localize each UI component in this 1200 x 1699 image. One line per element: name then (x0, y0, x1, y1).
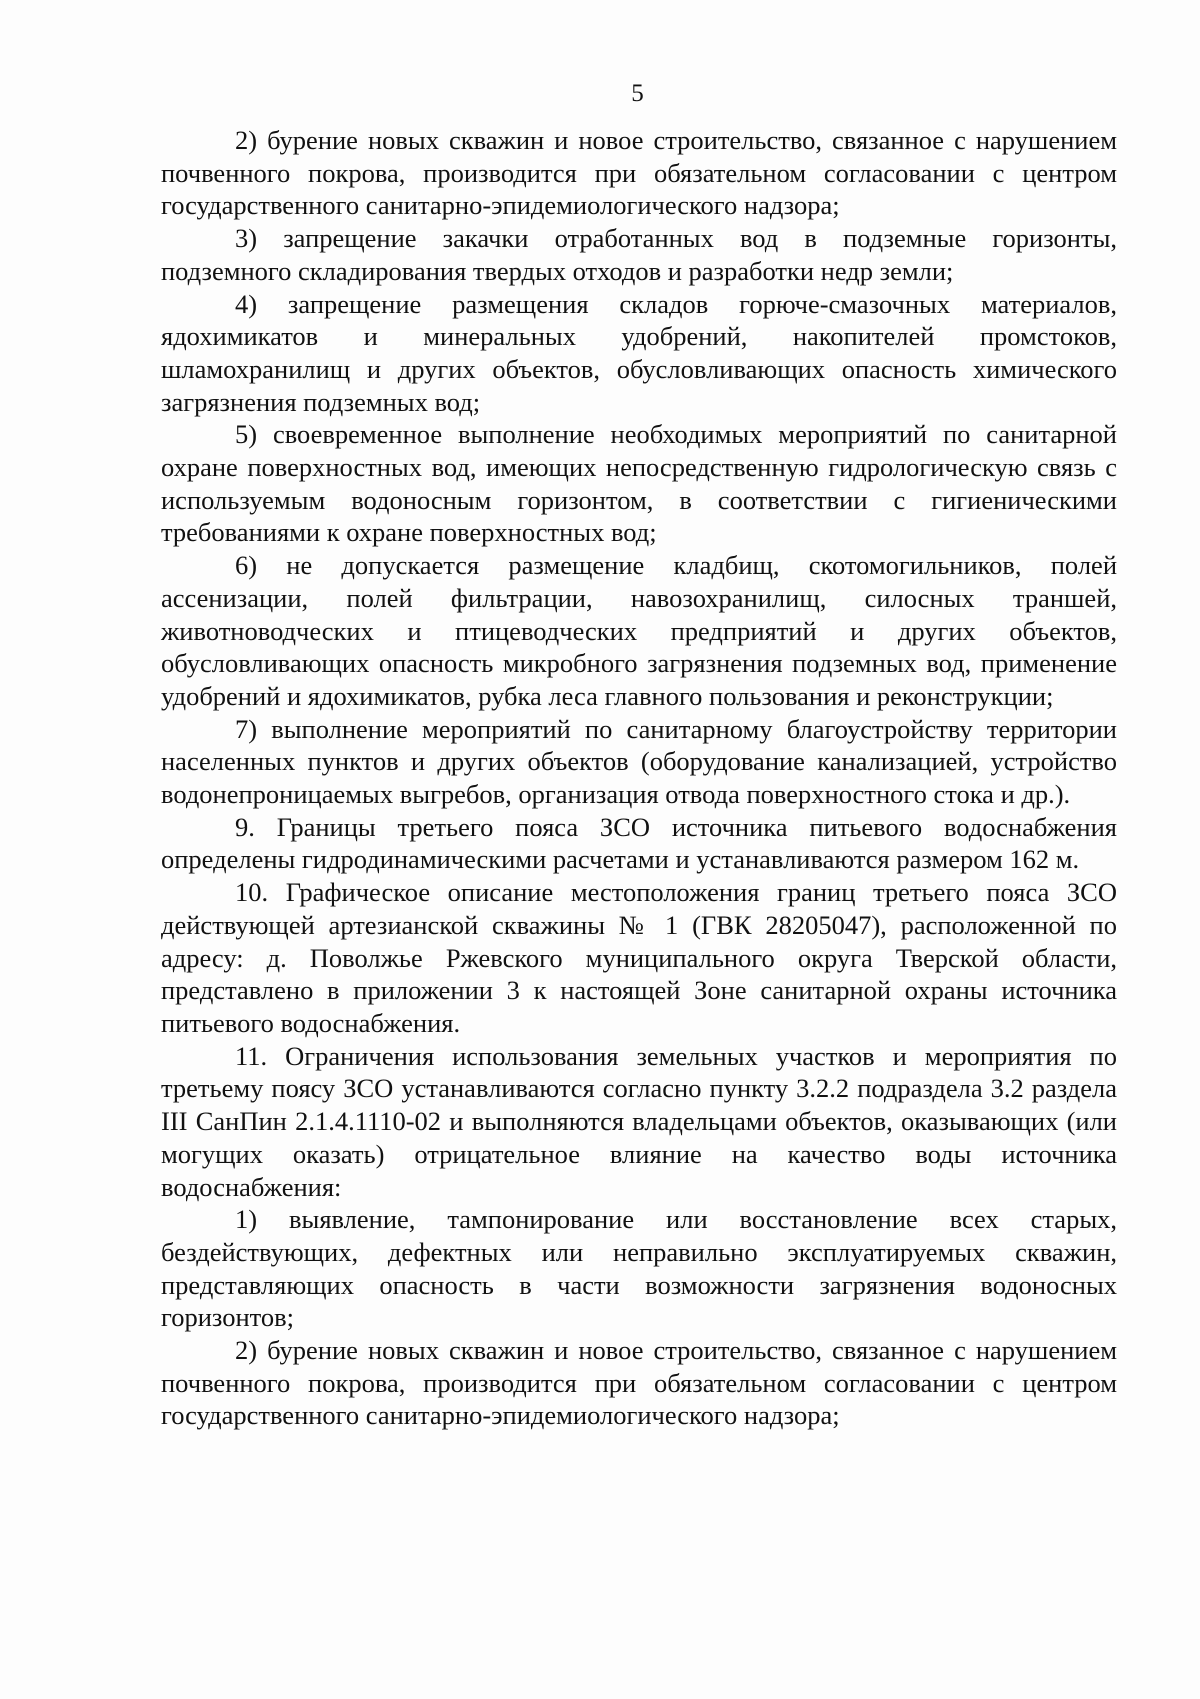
paragraph-item-2-drilling-repeat: 2) бурение новых скважин и новое строительство, связанное с нарушением почвенного покрова, производится при обязательном согласовании с центром государственного санитарно-эпидемиологического надзора; (161, 1335, 1117, 1431)
document-body (161, 124, 1117, 1432)
paragraph-item-6-prohibited-objects: 6) не допускается размещение кладбищ, скотомогильников, полей ассенизации, полей фильтрации, навозохранилищ, силосных траншей, животноводческих и птицеводческих предприятий и других объектов, обусловливающих опасность микробного загрязнения подземных вод, применение удобрений и ядохимикатов, рубка леса главного пользования и реконструкции; (161, 550, 1117, 711)
paragraph-item-5-surface-water: 5) своевременное выполнение необходимых мероприятий по санитарной охране поверхностных вод, имеющих непосредственную гидрологическую связь с используемым водоносным горизонтом, в соответствии с гигиеническими требованиями к охране поверхностных вод; (161, 419, 1117, 548)
page-number: 5 (631, 80, 644, 107)
paragraph-item-2-drilling: 2) бурение новых скважин и новое строительство, связанное с нарушением почвенного покрова, производится при обязательном согласовании с центром государственного санитарно-эпидемиологического надзора; (161, 125, 1117, 221)
paragraph-section-11-restrictions: 11. Ограничения использования земельных участков и мероприятия по третьему поясу ЗСО устанавливаются согласно пункту 3.2.2 подраздела 3.2 раздела III СанПин 2.1.4.1110-02 и выполняются владельцами объектов, оказывающих (или могущих оказать) отрицательное влияние на качество воды источника водоснабжения: (161, 1040, 1117, 1202)
paragraph-item-7-improvement: 7) выполнение мероприятий по санитарному благоустройству территории населенных пунктов и других объектов (оборудование канализацией, устройство водонепроницаемых выгребов, организация отвода поверхностного стока и др.). (161, 713, 1117, 810)
paragraph-item-3-injection-ban: 3) запрещение закачки отработанных вод в подземные горизонты, подземного складирования твердых отходов и разработки недр земли; (161, 223, 1117, 286)
paragraph-item-4-storage-ban: 4) запрещение размещения складов горюче-смазочных материалов, ядохимикатов и минеральных удобрений, накопителей промстоков, шламохранилищ и других объектов, обусловливающих опасность химического загрязнения подземных вод; (161, 288, 1117, 417)
paragraph-section-10-graphic-description: 10. Графическое описание местоположения границ третьего пояса ЗСО действующей артезианской скважины № 1 (ГВК 28205047), расположенной по адресу: д. Поволжье Ржевского муниципального округа Тверской области, представлено в приложении 3 к настоящей Зоне санитарной охраны источника питьевого водоснабжения. (161, 877, 1117, 1038)
paragraph-section-9-boundaries: 9. Границы третьего пояса ЗСО источника питьевого водоснабжения определены гидродинамическими расчетами и устанавливаются размером 162 м. (161, 811, 1117, 875)
paragraph-item-1-wells: 1) выявление, тампонирование или восстановление всех старых, бездействующих, дефектных или неправильно эксплуатируемых скважин, представляющих опасность в части возможности загрязнения водоносных горизонтов; (161, 1204, 1117, 1333)
